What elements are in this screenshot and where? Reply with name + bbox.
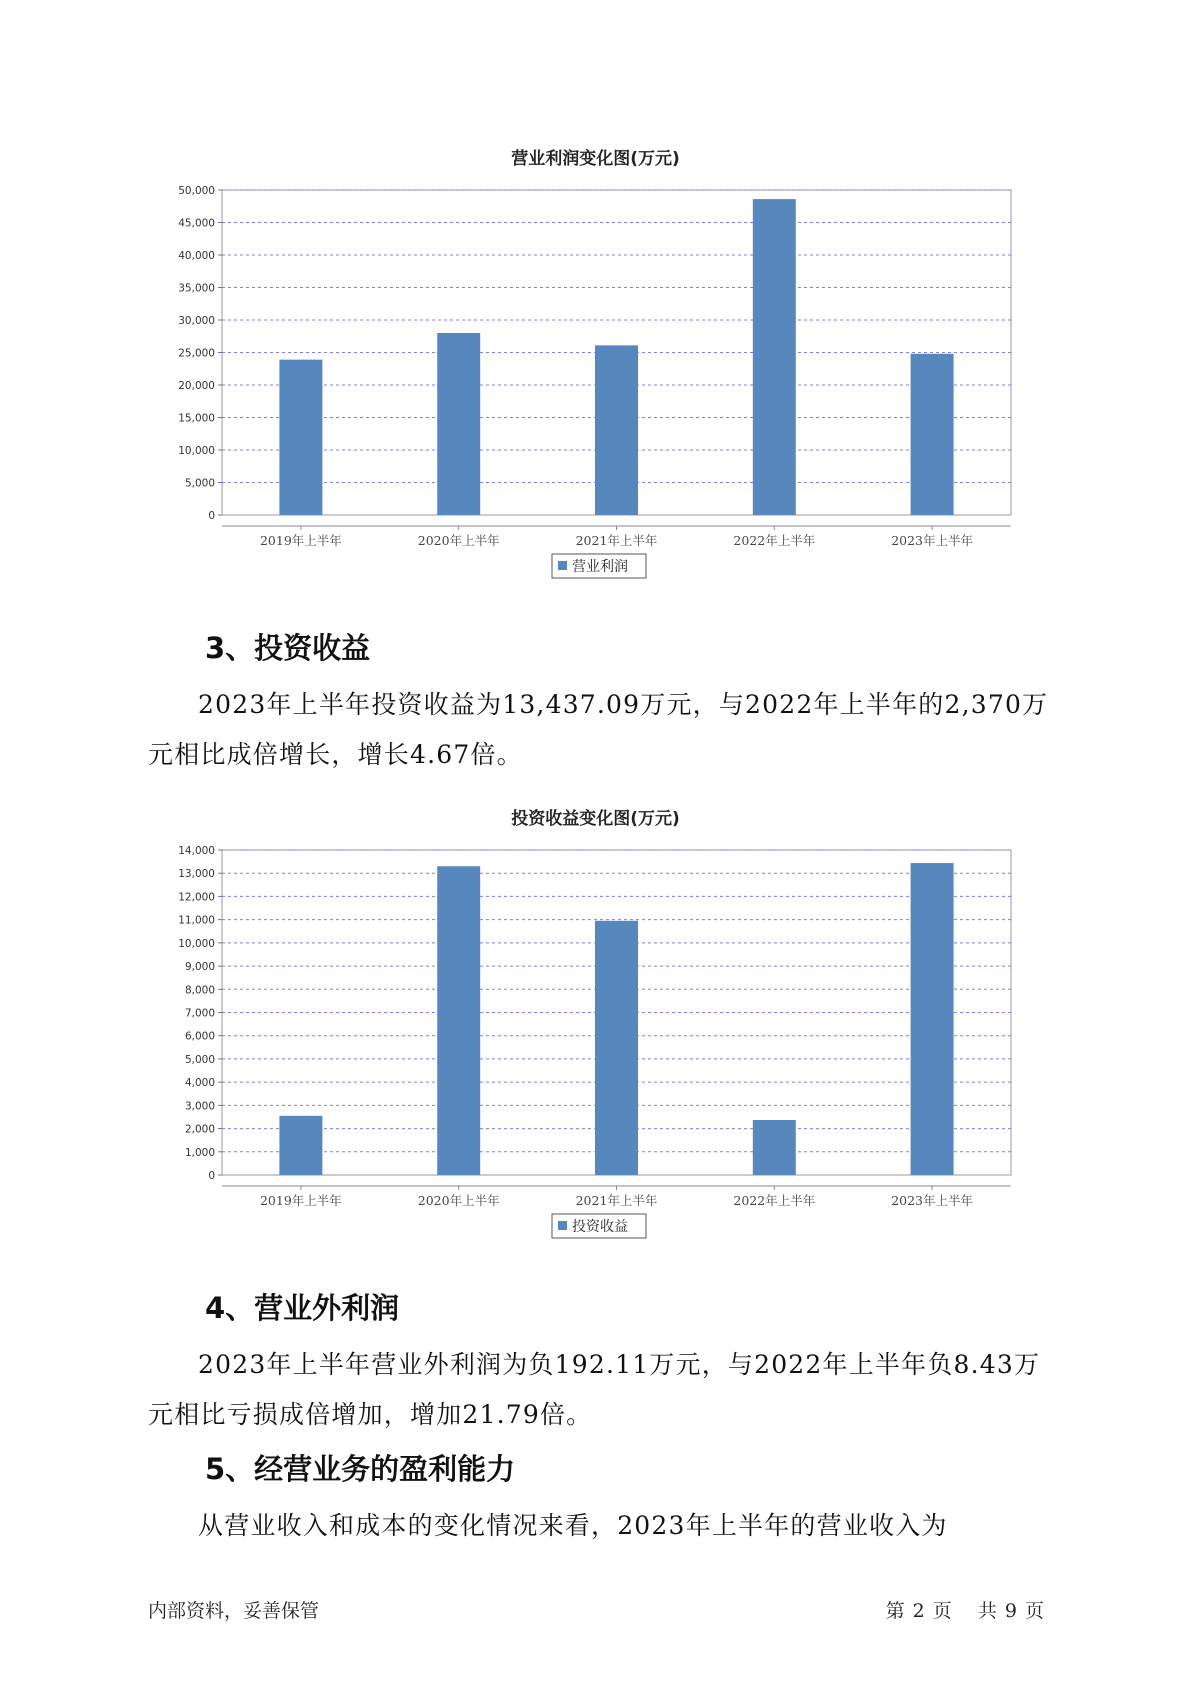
section-heading-profitability: 5、经营业务的盈利能力 [205, 1452, 516, 1486]
legend-swatch [558, 561, 567, 570]
total-prefix: 共 [977, 1600, 997, 1622]
y-tick-label: 12,000 [178, 891, 215, 904]
y-tick-label: 7,000 [184, 1007, 215, 1020]
x-tick-label: 2023年上半年 [891, 533, 974, 548]
bar [911, 863, 954, 1175]
paragraph-line: 从营业收入和成本的变化情况来看，2023年上半年的营业收入为 [198, 1511, 948, 1540]
x-tick-label: 2021年上半年 [575, 1193, 658, 1208]
paragraph-non-operating-profit [148, 1340, 1053, 1440]
legend-label: 投资收益 [572, 1219, 628, 1235]
footer-confidential-note: 内部资料，妥善保管 [148, 1600, 320, 1622]
x-tick-label: 2022年上半年 [733, 1193, 816, 1208]
y-tick-label: 11,000 [178, 914, 215, 927]
bar [911, 354, 954, 515]
y-tick-label: 40,000 [178, 250, 215, 262]
y-tick-label: 0 [208, 1170, 215, 1182]
bar [437, 333, 480, 515]
paragraph-line: 2023年上半年营业外利润为负192.11万元，与2022年上半年负8.43万 [198, 1350, 1041, 1379]
bar [437, 866, 480, 1175]
y-tick-label: 10,000 [178, 937, 215, 950]
paragraph-line: 元相比成倍增长，增长4.67倍。 [148, 740, 523, 769]
y-tick-label: 6,000 [184, 1030, 215, 1043]
chart-title: 投资收益变化图(万元) [511, 809, 680, 829]
x-tick-label: 2022年上半年 [733, 533, 816, 548]
x-tick-label: 2021年上半年 [575, 533, 658, 548]
operating-profit-chart [0, 140, 1191, 600]
x-tick-label: 2019年上半年 [259, 1193, 342, 1208]
bar [753, 199, 796, 515]
y-tick-label: 35,000 [178, 282, 215, 295]
bar [279, 360, 322, 515]
total-pages: 9 [1004, 1600, 1017, 1622]
y-tick-label: 30,000 [178, 315, 215, 327]
chart-title: 营业利润变化图(万元) [511, 149, 680, 169]
footer-page-info [882, 1596, 1048, 1623]
bar [595, 921, 638, 1175]
chart-svg [0, 800, 1191, 1260]
page-number: 2 [912, 1600, 925, 1622]
paragraph-line: 元相比亏损成倍增加，增加21.79倍。 [148, 1400, 593, 1429]
y-tick-label: 5,000 [184, 477, 215, 490]
y-tick-label: 45,000 [178, 217, 215, 230]
x-tick-label: 2019年上半年 [259, 533, 342, 548]
y-tick-label: 20,000 [178, 380, 215, 392]
y-tick-label: 8,000 [184, 984, 215, 997]
y-tick-label: 1,000 [184, 1146, 215, 1159]
x-tick-label: 2020年上半年 [417, 533, 500, 548]
section-heading-investment-income: 3、投资收益 [205, 631, 371, 665]
y-tick-label: 15,000 [178, 412, 215, 425]
y-tick-label: 5,000 [184, 1053, 215, 1066]
y-tick-label: 50,000 [178, 185, 215, 197]
legend-swatch [558, 1221, 567, 1230]
legend-label: 营业利润 [572, 559, 628, 575]
y-tick-label: 3,000 [184, 1100, 215, 1113]
y-tick-label: 9,000 [184, 961, 215, 974]
page-unit: 页 [932, 1600, 952, 1622]
y-tick-label: 14,000 [178, 845, 215, 857]
paragraph-line: 2023年上半年投资收益为13,437.09万元，与2022年上半年的2,370万 [198, 690, 1049, 719]
page-prefix: 第 [885, 1600, 905, 1622]
section-heading-non-operating-profit: 4、营业外利润 [205, 1291, 400, 1325]
y-tick-label: 25,000 [178, 347, 215, 360]
bar [595, 345, 638, 515]
investment-income-chart [0, 800, 1191, 1260]
x-tick-label: 2023年上半年 [891, 1193, 974, 1208]
y-tick-label: 10,000 [178, 445, 215, 457]
total-unit: 页 [1024, 1600, 1044, 1622]
y-tick-label: 13,000 [178, 868, 215, 881]
bar [279, 1116, 322, 1175]
x-tick-label: 2020年上半年 [417, 1193, 500, 1208]
y-tick-label: 0 [208, 510, 215, 522]
chart-svg [0, 140, 1191, 600]
y-tick-label: 2,000 [184, 1123, 215, 1136]
y-tick-label: 4,000 [184, 1077, 215, 1090]
paragraph-profitability [148, 1501, 1053, 1551]
paragraph-investment-income [148, 680, 1053, 780]
bar [753, 1120, 796, 1175]
